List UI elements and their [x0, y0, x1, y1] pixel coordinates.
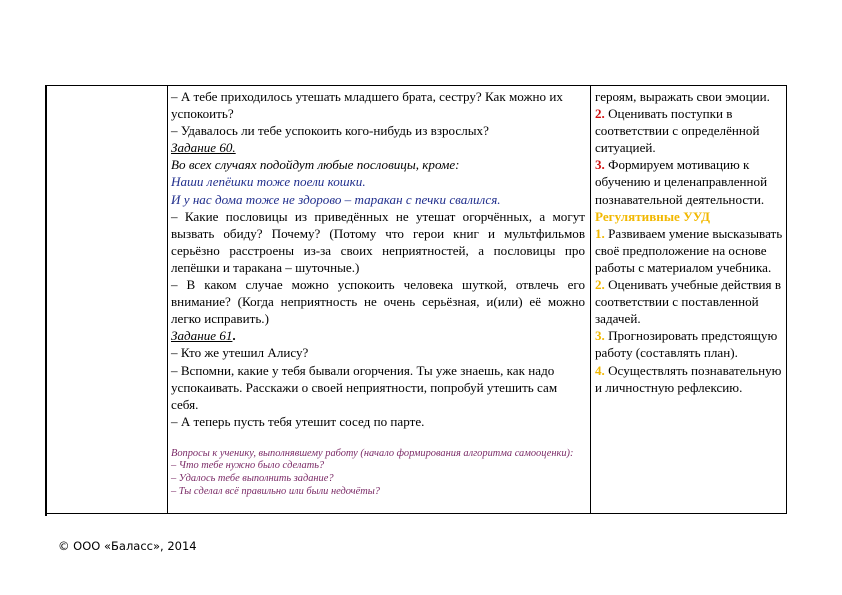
outcome-number: 4.: [595, 362, 605, 378]
outcome-item: [595, 156, 783, 207]
outcome-number: 2.: [595, 106, 605, 122]
question-line: – А тебе приходилось утешать младшего брата, сестру? Как можно их успокоить?: [171, 89, 563, 122]
task-61-heading: [171, 327, 585, 344]
column-divider-right: [590, 86, 591, 513]
outcome-number: 2.: [595, 277, 605, 293]
outcome-text: Осуществлять познавательную и личностную рефлексию.: [595, 362, 782, 395]
task-61-title: Задание 61: [171, 328, 233, 344]
outcome-number: 3.: [595, 157, 605, 173]
lesson-content-column: [171, 88, 585, 498]
outcome-number: 3.: [595, 328, 605, 344]
question-line: – А теперь пусть тебя утешит сосед по парте.: [171, 413, 425, 429]
outcome-text: Прогнозировать предстоящую работу (составлять план).: [595, 328, 778, 361]
outcome-intro: героям, выражать свои эмоции.: [595, 89, 770, 104]
outcome-text: Формируем мотивацию к обучению и целенаправленной познавательной деятельности.: [595, 157, 768, 207]
column-divider-left: [167, 86, 168, 513]
outcome-item: [595, 225, 783, 276]
discussion-paragraph-2: – В каком случае можно успокоить человека шуткой, отвлечь его внимание? (Когда неприятность не очень серьёзная, и(или) её можно легко исправить.): [171, 277, 585, 327]
question-line: – Кто же утешил Алису?: [171, 345, 309, 361]
self-assessment-question: – Ты сделал всё правильно или были недочёты?: [171, 485, 380, 497]
spacer: [171, 430, 585, 448]
outcome-text: Развиваем умение высказывать своё предположение на основе работы с материалом учебника.: [595, 225, 783, 275]
self-assessment-intro: Вопросы к ученику, выполнявшему работу (начало формирования алгоритма самооценки):: [171, 447, 574, 459]
regulatory-heading: Регулятивные УУД: [595, 208, 711, 224]
outcome-item: [595, 327, 783, 361]
proverb-1: Наши лепёшки тоже поели кошки.: [171, 174, 366, 190]
outcome-number: 1.: [595, 225, 605, 241]
outcome-text: Оценивать поступки в соответствии с определённой ситуацией.: [595, 106, 760, 156]
lesson-table: [46, 85, 787, 514]
question-line: – Вспомни, какие у тебя бывали огорчения. Ты уже знаешь, как надо успокаивать. Расскажи о своей неприятности, попробуй утешить сам себя.: [171, 362, 558, 412]
question-line: – Удавалось ли тебе успокоить кого-нибудь из взрослых?: [171, 123, 489, 139]
self-assessment-question: – Что тебе нужно было сделать?: [171, 460, 325, 472]
outcome-item: [595, 362, 783, 396]
discussion-paragraph-1: – Какие пословицы из приведённых не утешат огорчённых, а могут вызвать обиду? Почему? (Потому что герои книг и мультфильмов серьёзно расстроены из-за своих неприятностей, а пословицы про лепёшки и таракана – шуточные.): [171, 208, 585, 275]
outcome-item: [595, 276, 783, 327]
copyright-footer: © ООО «Баласс», 2014: [58, 539, 197, 553]
proverb-2: И у нас дома тоже не здорово – таракан с печки свалился.: [171, 191, 501, 207]
task-60-title: Задание 60.: [171, 140, 236, 156]
task-60-prompt: Во всех случаях подойдут любые пословицы, кроме:: [171, 157, 460, 173]
task-61-dot: .: [232, 328, 236, 344]
self-assessment-question: – Удалось тебе выполнить задание?: [171, 473, 334, 485]
outcome-text: Оценивать учебные действия в соответствии с поставленной задачей.: [595, 277, 782, 327]
learning-outcomes-column: [595, 88, 783, 396]
outcome-item: [595, 105, 783, 156]
